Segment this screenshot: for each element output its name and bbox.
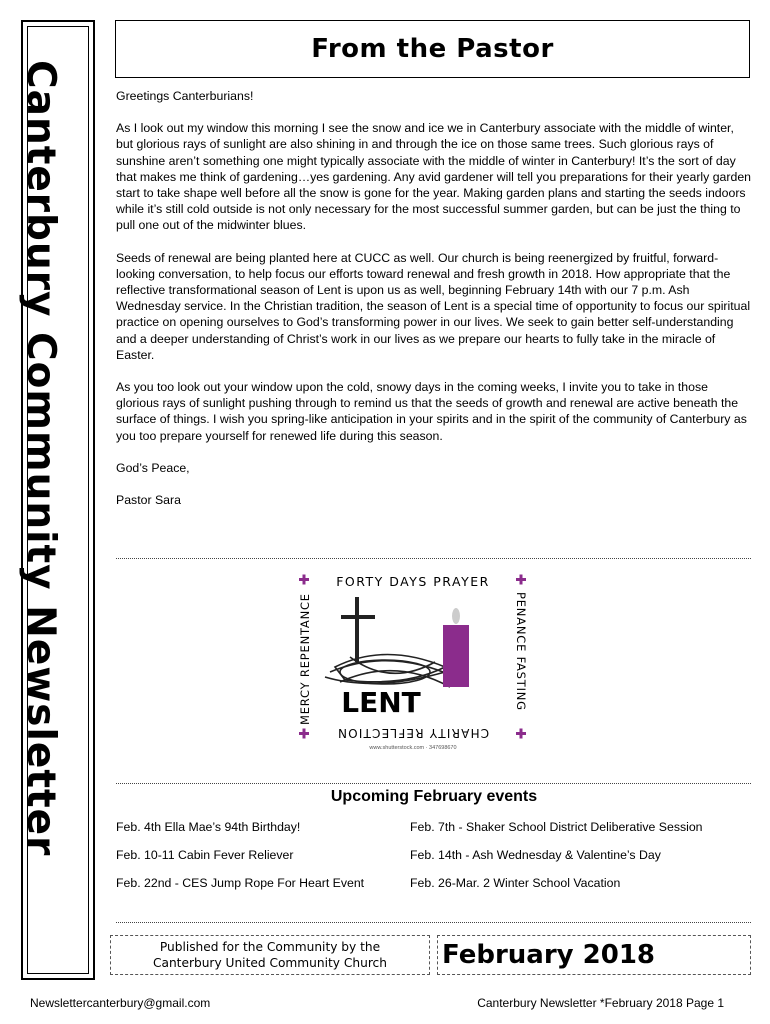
divider — [116, 558, 751, 559]
publisher-line: Canterbury United Community Church — [152, 956, 387, 970]
events-title: Upcoming February events — [330, 788, 538, 805]
lent-right-text: PENANCE FASTING — [514, 592, 528, 711]
masthead-title: Canterbury Community Newsletter — [18, 60, 63, 857]
footer-email[interactable]: Newslettercanterbury@gmail.com — [30, 996, 211, 1010]
lent-left-text: MERCY REPENTANCE — [298, 593, 312, 725]
event-item: Feb. 22nd - CES Jump Rope For Heart Event — [116, 876, 365, 890]
purple-candle — [443, 625, 469, 687]
letter-closing: God’s Peace, — [116, 460, 190, 475]
candle-flame — [452, 608, 460, 624]
event-item: Feb. 10-11 Cabin Fever Reliever — [116, 848, 294, 862]
letter-greeting: Greetings Canterburians! — [116, 89, 254, 103]
event-item: Feb. 14th - Ash Wednesday & Valentine’s Day — [410, 848, 661, 862]
section-title: From the Pastor — [311, 34, 554, 64]
footer-page-info: Canterbury Newsletter *February 2018 Page 1 — [477, 996, 724, 1010]
thorn-crown-illustration — [325, 597, 455, 687]
letter-paragraph: Seeds of renewal are being planted here at CUCC as well. Our church is being reenergized by fruitful, forward-looking conversation, to help focus our efforts toward renewal and fresh growth in 2018. How appropriate that the reflective transformational season of Lent is upon us as well, beginning February 14th with our 7 p.m. Ash Wednesday service. In the Christian tradition, the season of Lent is a special time of opportunity to focus our spiritual practice on opening ourselves to God’s transforming power in our lives. We seek to gain better self-understanding and a deeper understanding of Christ’s work in our lives as we prepare our hearts to fully take in the miracle of Easter. — [116, 250, 751, 362]
pastor-letter — [116, 88, 752, 524]
lent-word: LENT — [341, 686, 421, 719]
letter-signature: Pastor Sara — [116, 493, 181, 508]
issue-date-box — [437, 935, 751, 975]
issue-date: February 2018 — [442, 940, 656, 970]
event-item: Feb. 26-Mar. 2 Winter School Vacation — [410, 876, 621, 890]
letter-paragraph: As I look out my window this morning I see the snow and ice we in Canterbury associate with the middle of winter, but glorious rays of sunlight are also shining in and through the ice on those same trees. Such glorious rays of sunshine aren’t something one might typically associate with the middle of winter in Canterbury! It’s the sort of day that makes me think of gardening…yes gardening. Any avid gardener will tell you preparations for their yearly garden start to take shape well before all the snow is gone for the year. Making garden plans and starting the seeds indoors while it’s still cold outside is not only necessary for the most successful summer garden, but can be just the thing to pull one out of the midwinter blues. — [116, 121, 752, 233]
publisher-box — [110, 935, 430, 975]
lent-graphic — [295, 572, 531, 756]
lent-bottom-text: CHARITY REFLECTION — [336, 726, 490, 740]
lent-top-text: FORTY DAYS PRAYER — [336, 574, 490, 589]
letter-paragraph: As you too look out your window upon the cold, snowy days in the coming weeks, I invite you to take in those glorious rays of sunlight pushing through to remind us that the seeds of growth and renewal are active beneath the surface of things. I wish you spring-like anticipation in your spirits and in the spirit of the community of Canterbury as you too prepare yourself for renewed life during this season. — [116, 380, 747, 443]
image-credit: www.shutterstock.com · 347698670 — [369, 745, 457, 751]
divider — [116, 783, 751, 784]
divider — [116, 922, 751, 923]
publisher-line: Published for the Community by the — [159, 940, 381, 954]
event-item: Feb. 4th Ella Mae’s 94th Birthday! — [116, 820, 301, 834]
section-header — [115, 20, 750, 78]
event-item: Feb. 7th - Shaker School District Deliberative Session — [410, 820, 703, 834]
